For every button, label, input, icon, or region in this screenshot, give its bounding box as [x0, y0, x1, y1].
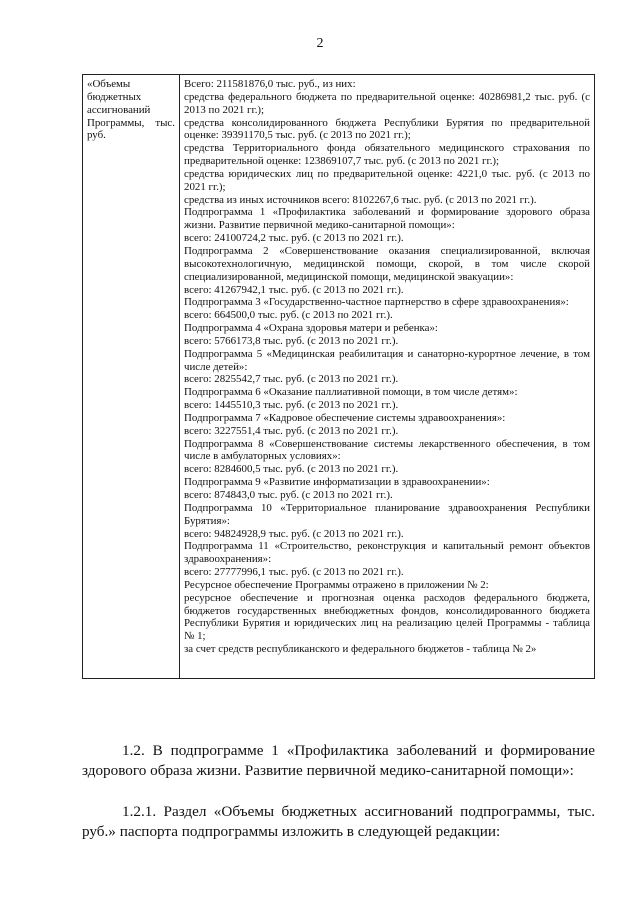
page-number: 2 — [316, 36, 324, 51]
content-line: Подпрограмма 4 «Охрана здоровья матери и ребенка»: — [184, 322, 438, 335]
content-line: Подпрограмма 2 «Совершенствование оказания специализированной, включая высокотехнологичную, медицинской помощи, скорой, в том числе скорой специализированной, медицинской помощи, медицинской эвакуации»: — [184, 244, 590, 283]
content-line: Подпрограмма 8 «Совершенствование системы лекарственного обеспечения, в том числе в амбулаторных условиях»: — [184, 437, 590, 463]
content-line: Подпрограмма 7 «Кадровое обеспечение системы здравоохранения»: — [184, 411, 506, 424]
content-line: всего: 2825542,7 тыс. руб. (с 2013 по 2021 гг.). — [184, 373, 399, 386]
content-line: Ресурсное обеспечение Программы отражено в приложении № 2: — [184, 578, 489, 591]
content-line: всего: 3227551,4 тыс. руб. (с 2013 по 2021 гг.). — [184, 424, 399, 437]
content-line: Подпрограмма 1 «Профилактика заболеваний и формирование здорового образа жизни. Развитие первичной медико-санитарной помощи»: — [184, 206, 590, 232]
content-line: всего: 874843,0 тыс. руб. (с 2013 по 2021 гг.). — [184, 489, 393, 501]
content-line: Подпрограмма 10 «Территориальное планирование здравоохранения Республики Бурятия»: — [184, 501, 590, 527]
content-line: всего: 664500,0 тыс. руб. (с 2013 по 2021 гг.). — [184, 309, 393, 322]
content-line: средства из иных источников всего: 8102267,6 тыс. руб. (с 2013 по 2021 гг.). — [184, 193, 537, 206]
content-line: за счет средств республиканского и федерального бюджетов - таблица № 2» — [184, 643, 537, 656]
table-content-cell — [180, 75, 595, 679]
content-line: Подпрограмма 11 «Строительство, реконструкция и капитальный ремонт объектов здравоохранения»: — [184, 540, 590, 566]
content-line: всего: 27777996,1 тыс. руб. (с 2013 по 2021 гг.). — [184, 566, 404, 579]
passport-table — [82, 74, 595, 679]
paragraph-1-2-1: 1.2.1. Раздел «Объемы бюджетных ассигнований подпрограммы, тыс. руб.» паспорта подпрограммы изложить в следующей редакции: — [82, 803, 595, 840]
content-line: всего: 8284600,5 тыс. руб. (с 2013 по 2021 гг.). — [184, 463, 399, 476]
content-line: ресурсное обеспечение и прогнозная оценка расходов федерального бюджета, бюджетов государственных внебюджетных фондов, консолидированного бюджета Республики Бурятия и юридических лиц на реализацию целей Программы - таблица № 1; — [184, 591, 590, 643]
content-line: средства юридических лиц по предварительной оценке: 4221,0 тыс. руб. (с 2013 по 2021 гг.); — [184, 167, 590, 193]
content-line: средства консолидированного бюджета Республики Бурятия по предварительной оценке: 39391170,5 тыс. руб. (с 2013 по 2021 гг.); — [184, 116, 590, 142]
content-line: Подпрограмма 6 «Оказание паллиативной помощи, в том числе детям»: — [184, 386, 518, 399]
cell-bottom-space — [184, 656, 590, 676]
table-row — [83, 75, 595, 679]
content-line: всего: 41267942,1 тыс. руб. (с 2013 по 2021 гг.). — [184, 283, 404, 296]
content-line: Подпрограмма 3 «Государственно-частное партнерство в сфере здравоохранения»: — [184, 296, 569, 309]
content-line: Подпрограмма 5 «Медицинская реабилитация и санаторно-курортное лечение, в том числе детей»: — [184, 347, 590, 373]
content-line: средства федерального бюджета по предварительной оценке: 40286981,2 тыс. руб. (с 2013 по 2021 гг.); — [184, 90, 590, 116]
content-line: Всего: 211581876,0 тыс. руб., из них: — [184, 78, 356, 90]
content-line: всего: 24100724,2 тыс. руб. (с 2013 по 2021 гг.). — [184, 232, 404, 245]
content-line: средства Территориального фонда обязательного медицинского страхования по предварительной оценке: 123869107,7 тыс. руб. (с 2013 по 2021 гг.); — [184, 142, 590, 168]
content-line: Подпрограмма 9 «Развитие информатизации в здравоохранении»: — [184, 476, 490, 489]
content-line: всего: 94824928,9 тыс. руб. (с 2013 по 2021 гг.). — [184, 527, 404, 540]
table-label-cell: «Объемы бюджетных ассигнований Программы, тыс. руб. — [83, 75, 180, 679]
content-line: всего: 5766173,8 тыс. руб. (с 2013 по 2021 гг.). — [184, 334, 399, 347]
content-line: всего: 1445510,3 тыс. руб. (с 2013 по 2021 гг.). — [184, 399, 399, 412]
paragraph-1-2: 1.2. В подпрограмме 1 «Профилактика заболеваний и формирование здорового образа жизни. Развитие первичной медико-санитарной помощи»: — [82, 742, 595, 779]
